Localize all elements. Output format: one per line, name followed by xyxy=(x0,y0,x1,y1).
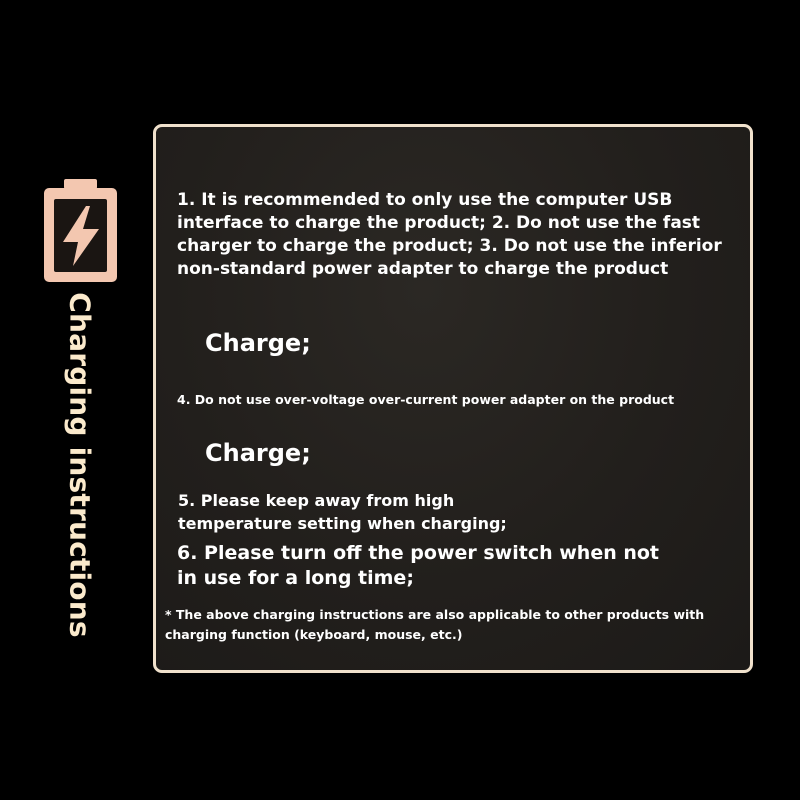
instruction-item-4: 4. Do not use over-voltage over-current power adapter on the product xyxy=(177,392,675,407)
footnote-line: charging function (keyboard, mouse, etc.) xyxy=(165,627,463,642)
page-title: Charging instructions xyxy=(63,292,97,638)
instruction-line: 1. It is recommended to only use the computer USB xyxy=(177,190,673,210)
charge-heading: Charge; xyxy=(205,329,311,357)
instruction-line: non-standard power adapter to charge the product xyxy=(177,259,669,279)
battery-charging-icon xyxy=(43,178,118,283)
instruction-line: temperature setting when charging; xyxy=(178,514,507,533)
instruction-line: 5. Please keep away from high xyxy=(178,491,455,510)
footnote xyxy=(165,605,704,645)
instruction-line: interface to charge the product; 2. Do not use the fast xyxy=(177,213,701,233)
footnote-line: * The above charging instructions are also applicable to other products with xyxy=(165,607,705,622)
instruction-item-5 xyxy=(178,489,507,535)
instruction-item-6 xyxy=(177,541,659,591)
instruction-line: charger to charge the product; 3. Do not use the inferior xyxy=(177,236,722,256)
instruction-items-1-3 xyxy=(177,189,722,281)
instruction-line: 6. Please turn off the power switch when not xyxy=(177,542,660,564)
instruction-line: in use for a long time; xyxy=(177,567,414,589)
instructions-panel xyxy=(153,124,753,673)
charge-heading: Charge; xyxy=(205,439,311,467)
